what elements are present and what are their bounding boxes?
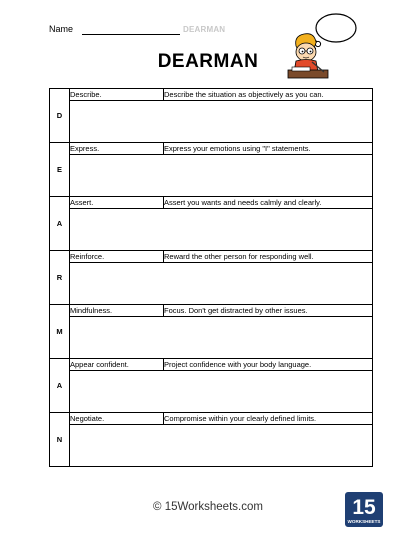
answer-row bbox=[50, 101, 373, 143]
dearman-table bbox=[49, 88, 373, 467]
row-letter: N bbox=[50, 413, 70, 467]
skill-label: Assert. bbox=[70, 197, 164, 209]
skill-label: Appear confident. bbox=[70, 359, 164, 371]
answer-row bbox=[50, 155, 373, 197]
logo-text: WORKSHEETS bbox=[347, 519, 381, 524]
row-letter: R bbox=[50, 251, 70, 305]
table-row bbox=[50, 143, 373, 155]
logo-number: 15 bbox=[352, 496, 376, 519]
answer-row bbox=[50, 263, 373, 305]
table-row bbox=[50, 413, 373, 425]
table-row bbox=[50, 89, 373, 101]
skill-description: Compromise within your clearly defined limits. bbox=[164, 413, 373, 425]
row-letter: A bbox=[50, 359, 70, 413]
worksheets-logo bbox=[345, 492, 383, 527]
skill-description: Assert you wants and needs calmly and clearly. bbox=[164, 197, 373, 209]
row-letter: A bbox=[50, 197, 70, 251]
skill-label: Mindfulness. bbox=[70, 305, 164, 317]
row-letter: D bbox=[50, 89, 70, 143]
name-subtitle: DEARMAN bbox=[183, 25, 226, 34]
skill-label: Reinforce. bbox=[70, 251, 164, 263]
answer-row bbox=[50, 371, 373, 413]
skill-description: Reward the other person for responding well. bbox=[164, 251, 373, 263]
skill-description: Focus. Don't get distracted by other issues. bbox=[164, 305, 373, 317]
table-row bbox=[50, 251, 373, 263]
answer-space[interactable] bbox=[70, 101, 373, 143]
skill-label: Negotiate. bbox=[70, 413, 164, 425]
skill-label: Describe. bbox=[70, 89, 164, 101]
thinking-kid-illustration bbox=[284, 12, 360, 82]
answer-space[interactable] bbox=[70, 425, 373, 467]
answer-space[interactable] bbox=[70, 371, 373, 413]
footer-copyright: © 15Worksheets.com bbox=[153, 501, 263, 513]
row-letter: M bbox=[50, 305, 70, 359]
answer-space[interactable] bbox=[70, 263, 373, 305]
answer-row bbox=[50, 209, 373, 251]
answer-space[interactable] bbox=[70, 155, 373, 197]
answer-space[interactable] bbox=[70, 209, 373, 251]
answer-space[interactable] bbox=[70, 317, 373, 359]
skill-description: Project confidence with your body language. bbox=[164, 359, 373, 371]
skill-label: Express. bbox=[70, 143, 164, 155]
row-letter: E bbox=[50, 143, 70, 197]
page-title: DEARMAN bbox=[157, 51, 259, 72]
table-row bbox=[50, 359, 373, 371]
table-row bbox=[50, 305, 373, 317]
name-input-line[interactable] bbox=[82, 34, 180, 35]
name-label: Name bbox=[49, 24, 74, 34]
table-row bbox=[50, 197, 373, 209]
skill-description: Describe the situation as objectively as you can. bbox=[164, 89, 373, 101]
answer-row bbox=[50, 425, 373, 467]
skill-description: Express your emotions using "I" statements. bbox=[164, 143, 373, 155]
answer-row bbox=[50, 317, 373, 359]
